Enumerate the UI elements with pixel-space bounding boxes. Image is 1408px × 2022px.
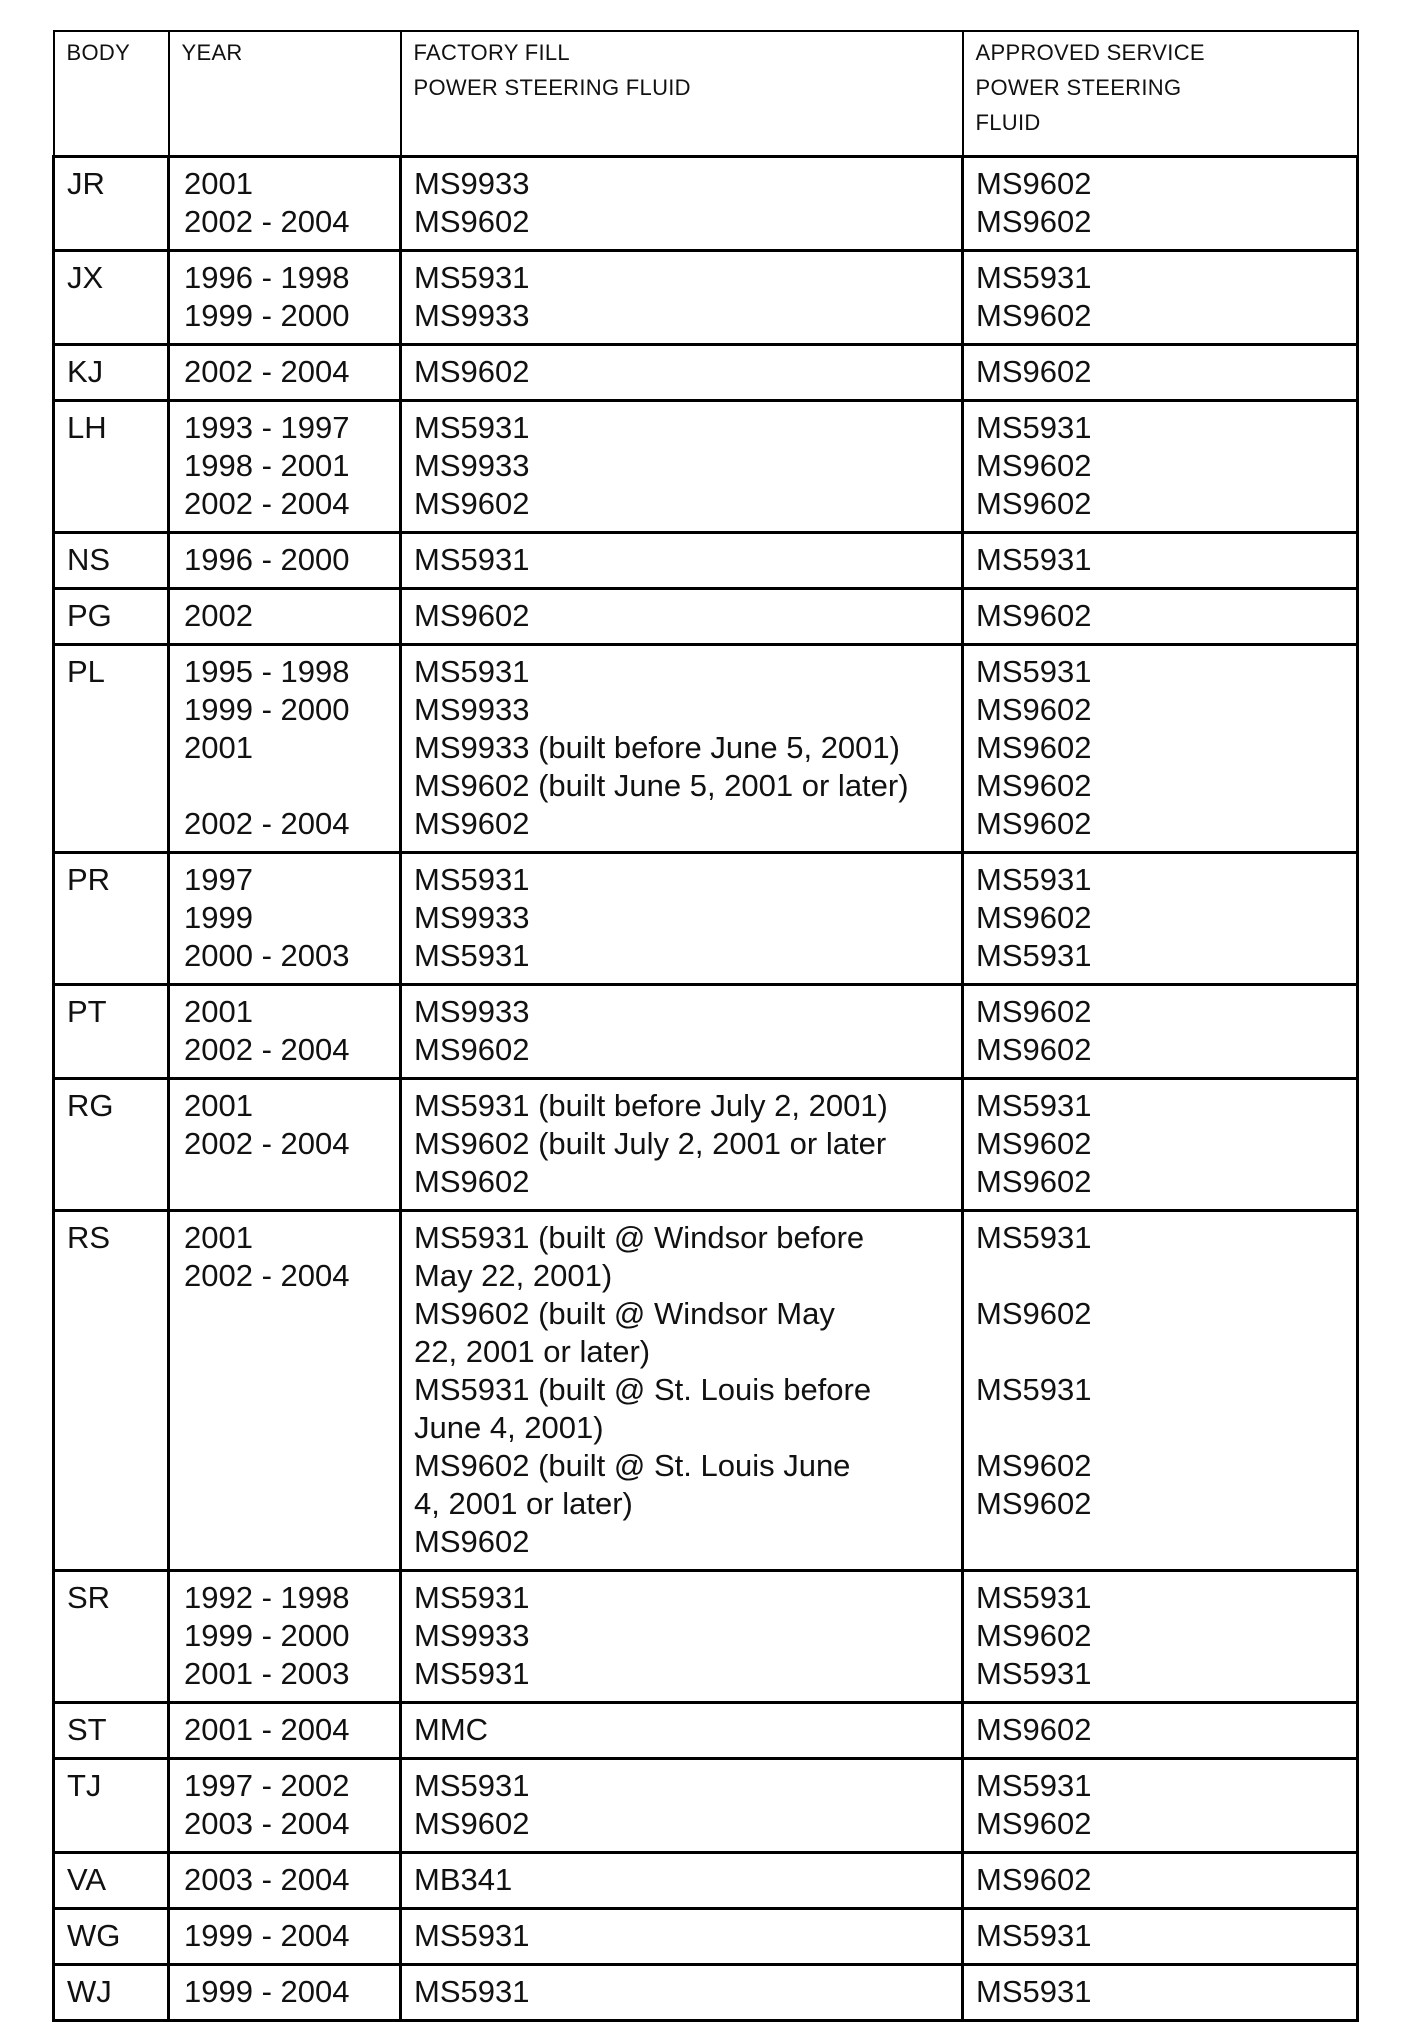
cell-line: MS9933 (414, 448, 530, 483)
approved-service-cell (963, 1079, 1358, 1211)
cell-line: MS5931 (976, 1372, 1092, 1407)
cell-line: 4, 2001 or later) (414, 1486, 633, 1521)
body-code: ST (67, 1712, 107, 1747)
cell-line: MS5931 (414, 1974, 530, 2009)
cell-line: MS5931 (414, 260, 530, 295)
cell-line: MS5931 (976, 938, 1092, 973)
cell-line: MS9602 (414, 1524, 530, 1559)
cell-line: MS9602 (976, 354, 1092, 389)
cell-line: MS9602 (976, 768, 1092, 803)
year-cell (169, 1211, 401, 1571)
cell-line: 1997 (184, 862, 253, 897)
factory-fill-cell (401, 985, 963, 1079)
cell-line: 2003 - 2004 (184, 1862, 350, 1897)
approved-service-cell (963, 589, 1358, 645)
cell-line: May 22, 2001) (414, 1258, 613, 1293)
cell-line: MS5931 (built before July 2, 2001) (414, 1088, 888, 1123)
cell-line: MS9602 (976, 486, 1092, 521)
cell-line: MS9602 (976, 692, 1092, 727)
year-cell (169, 1759, 401, 1853)
table-row (54, 1571, 1358, 1703)
cell-line: 1999 (184, 900, 253, 935)
cell-line: MS5931 (976, 654, 1092, 689)
table-row (54, 853, 1358, 985)
cell-line: 2002 - 2004 (184, 204, 350, 239)
cell-line: 2002 - 2004 (184, 806, 350, 841)
cell-line: MS9602 (built July 2, 2001 or later (414, 1126, 887, 1161)
cell-line: MS5931 (976, 1220, 1092, 1255)
table-row (54, 533, 1358, 589)
factory-fill-cell (401, 1909, 963, 1965)
body-code: WG (67, 1918, 121, 1953)
header-factory-fill: FACTORY FILL POWER STEERING FLUID (401, 31, 963, 157)
cell-line: MS9933 (414, 1618, 530, 1653)
cell-line: MS5931 (414, 1918, 530, 1953)
cell-line: MS5931 (976, 1656, 1092, 1691)
body-code: JR (67, 166, 105, 201)
cell-line: MS9602 (414, 1164, 530, 1199)
year-cell (169, 1909, 401, 1965)
cell-line: 1993 - 1997 (184, 410, 350, 445)
cell-line: 2002 - 2004 (184, 1032, 350, 1067)
cell-line: 1999 - 2000 (184, 298, 350, 333)
cell-line: MS5931 (976, 1918, 1092, 1953)
year-cell (169, 401, 401, 533)
body-cell (54, 1965, 169, 2021)
cell-line: MS5931 (built @ Windsor before (414, 1220, 865, 1255)
factory-fill-cell (401, 157, 963, 251)
table-row (54, 1965, 1358, 2021)
body-cell (54, 401, 169, 533)
body-code: LH (67, 410, 107, 445)
body-cell (54, 345, 169, 401)
cell-line: 2001 (184, 994, 253, 1029)
factory-fill-cell (401, 1759, 963, 1853)
factory-fill-cell (401, 401, 963, 533)
table-row (54, 1211, 1358, 1571)
cell-line: 2001 (184, 166, 253, 201)
cell-line: MS9602 (built @ St. Louis June (414, 1448, 851, 1483)
cell-line: MS5931 (976, 1768, 1092, 1803)
cell-line: 2001 (184, 1088, 253, 1123)
year-cell (169, 1703, 401, 1759)
cell-line: 2002 - 2004 (184, 354, 350, 389)
body-code: RS (67, 1220, 111, 1255)
cell-line (976, 1257, 1346, 1295)
approved-service-cell (963, 1571, 1358, 1703)
cell-line: 1999 - 2000 (184, 1618, 350, 1653)
table-row (54, 589, 1358, 645)
body-code: PR (67, 862, 111, 897)
cell-line: MS9602 (976, 1806, 1092, 1841)
table-header (54, 31, 1358, 157)
cell-line: MS9602 (976, 1448, 1092, 1483)
table-row (54, 401, 1358, 533)
approved-service-cell (963, 1853, 1358, 1909)
approved-service-cell (963, 1909, 1358, 1965)
table-row (54, 345, 1358, 401)
table-row (54, 1703, 1358, 1759)
body-code: SR (67, 1580, 111, 1615)
approved-service-cell (963, 251, 1358, 345)
year-cell (169, 251, 401, 345)
cell-line (184, 767, 389, 805)
table-row (54, 985, 1358, 1079)
year-cell (169, 1571, 401, 1703)
table-row (54, 1079, 1358, 1211)
body-cell (54, 1211, 169, 1571)
factory-fill-cell (401, 1079, 963, 1211)
cell-line: MS5931 (414, 410, 530, 445)
cell-line: MS9933 (414, 298, 530, 333)
cell-line: MS5931 (414, 862, 530, 897)
year-cell (169, 645, 401, 853)
body-cell (54, 1853, 169, 1909)
table-row (54, 251, 1358, 345)
cell-line: MS9602 (976, 1486, 1092, 1521)
cell-line: 2001 (184, 1220, 253, 1255)
approved-service-cell (963, 533, 1358, 589)
factory-fill-cell (401, 1965, 963, 2021)
cell-line: 1998 - 2001 (184, 448, 350, 483)
header-approved-service: APPROVED SERVICE POWER STEERING FLUID (963, 31, 1358, 157)
year-cell (169, 345, 401, 401)
cell-line: 1997 - 2002 (184, 1768, 350, 1803)
factory-fill-cell (401, 1571, 963, 1703)
cell-line: 2001 (184, 730, 253, 765)
approved-service-cell (963, 1703, 1358, 1759)
factory-fill-cell (401, 533, 963, 589)
cell-line: 2002 - 2004 (184, 1126, 350, 1161)
cell-line (976, 1333, 1346, 1371)
approved-service-cell (963, 645, 1358, 853)
body-code: NS (67, 542, 111, 577)
cell-line: MS5931 (414, 1656, 530, 1691)
cell-line: MB341 (414, 1862, 513, 1897)
cell-line: MS5931 (built @ St. Louis before (414, 1372, 872, 1407)
cell-line: MS9602 (976, 1618, 1092, 1653)
cell-line: MS9602 (414, 598, 530, 633)
cell-line: MS9933 (414, 166, 530, 201)
cell-line: MS9602 (414, 1032, 530, 1067)
approved-service-cell (963, 853, 1358, 985)
body-code: VA (67, 1862, 107, 1897)
body-cell (54, 1079, 169, 1211)
header-body: BODY (54, 31, 169, 157)
cell-line: 1992 - 1998 (184, 1580, 350, 1615)
year-cell (169, 1965, 401, 2021)
cell-line: 1999 - 2004 (184, 1918, 350, 1953)
body-cell (54, 985, 169, 1079)
cell-line: MS9602 (built @ Windsor May (414, 1296, 835, 1331)
body-cell (54, 533, 169, 589)
cell-line: 1996 - 1998 (184, 260, 350, 295)
cell-line: 1996 - 2000 (184, 542, 350, 577)
approved-service-cell (963, 157, 1358, 251)
approved-service-cell (963, 1965, 1358, 2021)
power-steering-fluid-table (52, 30, 1359, 2022)
cell-line: MS9602 (976, 806, 1092, 841)
approved-service-cell (963, 345, 1358, 401)
cell-line: MS5931 (414, 542, 530, 577)
cell-line: MS5931 (414, 1768, 530, 1803)
cell-line: MS9602 (976, 900, 1092, 935)
header-row (54, 31, 1358, 157)
cell-line: MS5931 (976, 410, 1092, 445)
cell-line: MS5931 (976, 862, 1092, 897)
cell-line: MS9602 (414, 204, 530, 239)
approved-service-cell (963, 985, 1358, 1079)
cell-line: MS9602 (976, 204, 1092, 239)
body-cell (54, 251, 169, 345)
body-cell (54, 1571, 169, 1703)
factory-fill-cell (401, 251, 963, 345)
body-code: TJ (67, 1768, 102, 1803)
cell-line: MS9602 (976, 298, 1092, 333)
table-row (54, 645, 1358, 853)
body-code: RG (67, 1088, 114, 1123)
header-year: YEAR (169, 31, 401, 157)
cell-line: MS9933 (414, 900, 530, 935)
cell-line: MS9602 (414, 486, 530, 521)
year-cell (169, 589, 401, 645)
year-cell (169, 157, 401, 251)
body-cell (54, 157, 169, 251)
factory-fill-cell (401, 589, 963, 645)
cell-line: MS9602 (built June 5, 2001 or later) (414, 768, 909, 803)
approved-service-cell (963, 1211, 1358, 1571)
year-cell (169, 853, 401, 985)
cell-line: 2002 - 2004 (184, 486, 350, 521)
factory-fill-cell (401, 1211, 963, 1571)
cell-line: 2002 (184, 598, 253, 633)
table-row (54, 1909, 1358, 1965)
body-cell (54, 645, 169, 853)
body-code: PL (67, 654, 105, 689)
cell-line: MS9602 (414, 806, 530, 841)
cell-line: MS5931 (976, 1088, 1092, 1123)
table-row (54, 1759, 1358, 1853)
cell-line: MS9602 (976, 1296, 1092, 1331)
approved-service-cell (963, 1759, 1358, 1853)
cell-line: MS9602 (976, 1712, 1092, 1747)
cell-line: June 4, 2001) (414, 1410, 604, 1445)
cell-line: MS5931 (976, 542, 1092, 577)
year-cell (169, 1853, 401, 1909)
body-code: JX (67, 260, 104, 295)
cell-line: MS9602 (976, 1032, 1092, 1067)
approved-service-cell (963, 401, 1358, 533)
cell-line: 2000 - 2003 (184, 938, 350, 973)
body-cell (54, 1909, 169, 1965)
cell-line: MS5931 (976, 1974, 1092, 2009)
year-cell (169, 533, 401, 589)
table-body (54, 157, 1358, 2021)
body-code: WJ (67, 1974, 112, 2009)
body-cell (54, 1703, 169, 1759)
cell-line: 2001 - 2003 (184, 1656, 350, 1691)
cell-line: MS9602 (976, 448, 1092, 483)
cell-line: MS9602 (976, 166, 1092, 201)
cell-line: MS9602 (976, 730, 1092, 765)
factory-fill-cell (401, 345, 963, 401)
body-code: KJ (67, 354, 104, 389)
cell-line: MS9602 (414, 1806, 530, 1841)
cell-line: MMC (414, 1712, 489, 1747)
cell-line: 1999 - 2000 (184, 692, 350, 727)
cell-line: 2001 - 2004 (184, 1712, 350, 1747)
year-cell (169, 985, 401, 1079)
cell-line: MS9602 (976, 598, 1092, 633)
cell-line: 2002 - 2004 (184, 1258, 350, 1293)
factory-fill-cell (401, 645, 963, 853)
cell-line: MS5931 (976, 260, 1092, 295)
cell-line: 1995 - 1998 (184, 654, 350, 689)
cell-line: MS9933 (built before June 5, 2001) (414, 730, 900, 765)
body-code: PG (67, 598, 112, 633)
cell-line: MS9602 (414, 354, 530, 389)
factory-fill-cell (401, 1703, 963, 1759)
table-row (54, 157, 1358, 251)
cell-line: MS9602 (976, 1164, 1092, 1199)
cell-line (976, 1409, 1346, 1447)
table-row (54, 1853, 1358, 1909)
cell-line: MS5931 (976, 1580, 1092, 1615)
cell-line: 1999 - 2004 (184, 1974, 350, 2009)
cell-line: MS9602 (976, 1126, 1092, 1161)
cell-line: MS5931 (414, 938, 530, 973)
cell-line: 22, 2001 or later) (414, 1334, 651, 1369)
cell-line: 2003 - 2004 (184, 1806, 350, 1841)
factory-fill-cell (401, 853, 963, 985)
year-cell (169, 1079, 401, 1211)
body-cell (54, 853, 169, 985)
cell-line: MS9933 (414, 994, 530, 1029)
cell-line: MS9602 (976, 1862, 1092, 1897)
body-code: PT (67, 994, 107, 1029)
factory-fill-cell (401, 1853, 963, 1909)
cell-line: MS9602 (976, 994, 1092, 1029)
cell-line: MS5931 (414, 1580, 530, 1615)
cell-line: MS9933 (414, 692, 530, 727)
cell-line: MS5931 (414, 654, 530, 689)
body-cell (54, 589, 169, 645)
body-cell (54, 1759, 169, 1853)
